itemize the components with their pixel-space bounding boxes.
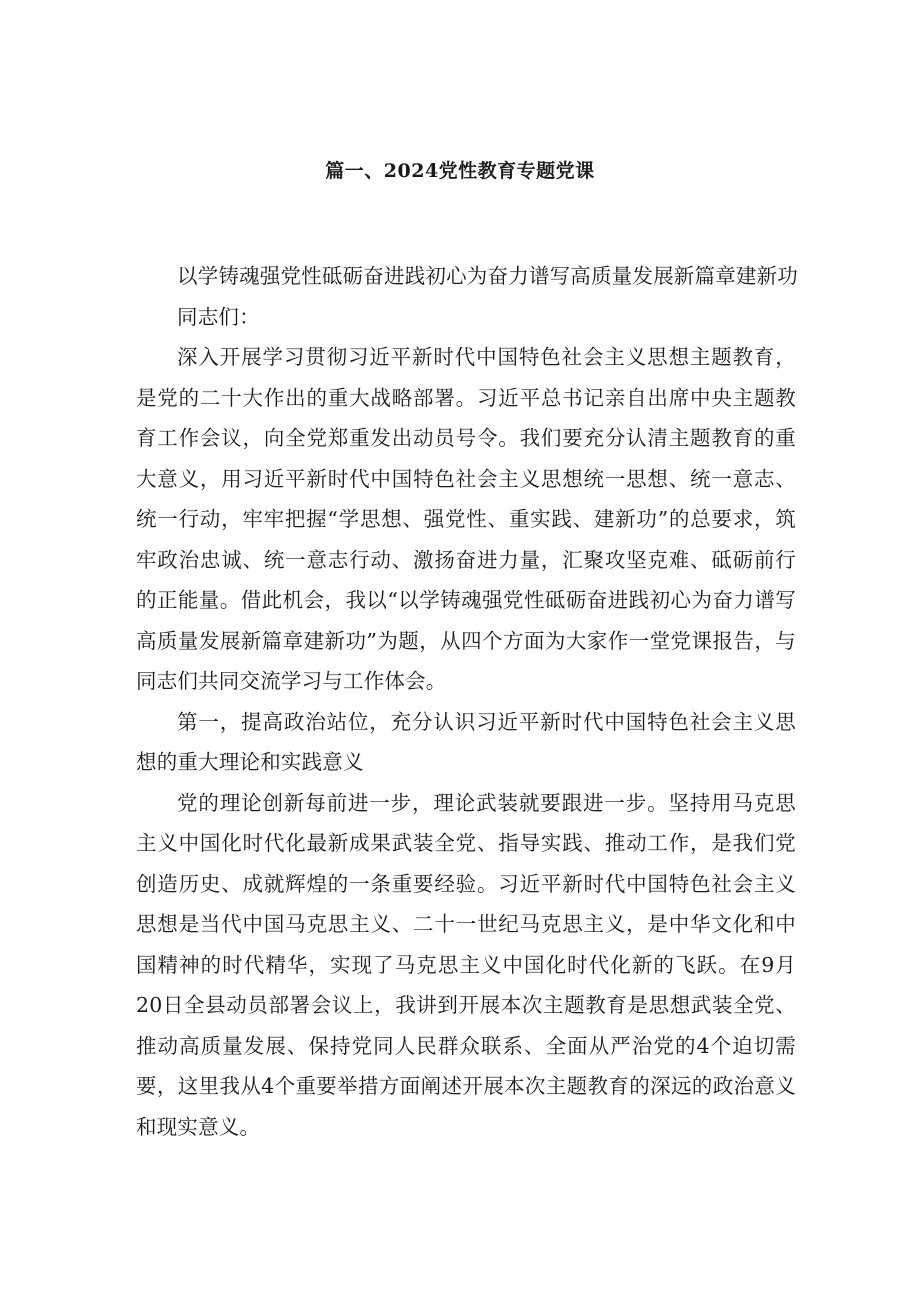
paragraph-theory: 党的理论创新每前进一步，理论武装就要跟进一步。坚持用马克思主义中国化时代化最新成果武装全党、指导实践、推动工作，是我们党创造历史、成就辉煌的一条重要经验。习近平新时代中国特色社会主义思想是当代中国马克思主义、二十一世纪马克思主义，是中华文化和中国精神的时代精华，实现了马克思主义中国化时代化新的飞跃。在9月20日全县动员部署会议上，我讲到开展本次主题教育是思想武装全党、推动高质量发展、保持党同人民群众联系、全面从严治党的4个迫切需要，这里我从4个重要举措方面阐述开展本次主题教育的深远的政治意义和现实意义。 xyxy=(136,790,796,1139)
speech-subtitle: 以学铸魂强党性砥砺奋进践初心为奋力谱写高质量发展新篇章建新功 xyxy=(177,264,798,288)
document-body xyxy=(136,256,796,1147)
salutation: 同志们： xyxy=(177,304,260,329)
document-title: 篇一、2024党性教育专题党课 xyxy=(325,160,595,182)
section-heading-first: 第一，提高政治站位，充分认识习近平新时代中国特色社会主义思想的重大理论和实践意义 xyxy=(136,709,796,774)
paragraph-intro: 深入开展学习贯彻习近平新时代中国特色社会主义思想主题教育，是党的二十大作出的重大战略部署。习近平总书记亲自出席中央主题教育工作会议，向全党郑重发出动员号令。我们要充分认清主题教育的重大意义，用习近平新时代中国特色社会主义思想统一思想、统一意志、统一行动，牢牢把握“学思想、强党性、重实践、建新功”的总要求，筑牢政治忠诚、统一意志行动、激扬奋进力量，汇聚攻坚克难、砥砺前行的正能量。借此机会，我以“以学铸魂强党性砥砺奋进践初心为奋力谱写高质量发展新篇章建新功”为题，从四个方面为大家作一堂党课报告，与同志们共同交流学习与工作体会。 xyxy=(136,345,796,693)
